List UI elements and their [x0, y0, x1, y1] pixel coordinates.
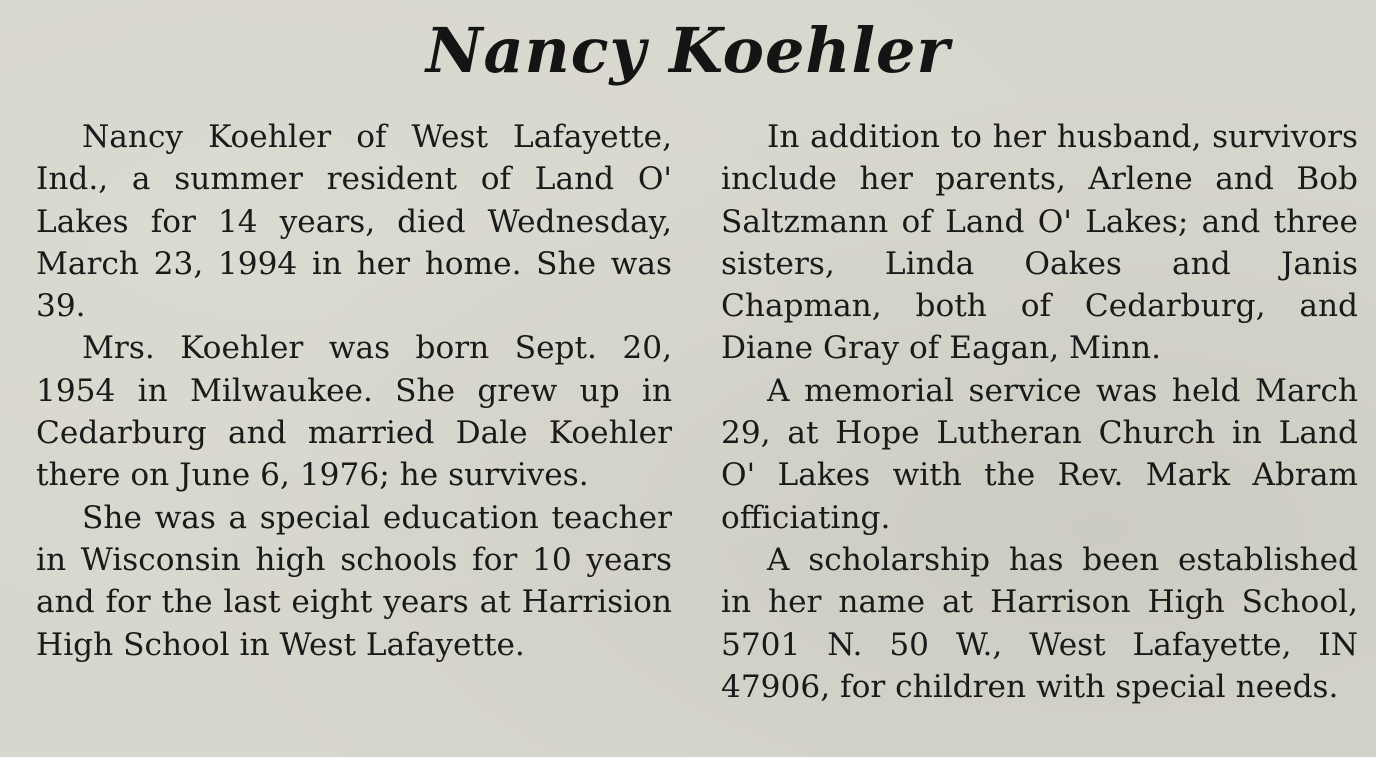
paragraph-memorial-service: A memorial service was held March 29, at Hope Lutheran Church in Land O' Lakes with the Rev. Mark Abram officiating.	[721, 372, 1358, 536]
paragraph-survivors: In addition to her husband, survivors include her parents, Arlene and Bob Saltzmann of Land O' Lakes; and three sisters, Linda Oakes and Janis Chapman, both of Cedarburg, and Diane Gray of Eagan, Minn.	[721, 119, 1358, 367]
right-column	[721, 116, 1358, 708]
left-column	[36, 116, 672, 666]
paragraph-career: She was a special education teacher in Wisconsin high schools for 10 years and for the last eight years at Harrision High School in West Lafayette.	[36, 499, 672, 663]
paragraph-birth-marriage: Mrs. Koehler was born Sept. 20, 1954 in Milwaukee. She grew up in Cedarburg and married Dale Koehler there on June 6, 1976; he survives.	[36, 330, 672, 494]
paragraph-scholarship: A scholarship has been established in her name at Harrison High School, 5701 N. 50 W., West Lafayette, IN 47906, for children with special needs.	[721, 541, 1358, 705]
paragraph-death-notice: Nancy Koehler of West Lafayette, Ind., a summer resident of Land O' Lakes for 14 years, died Wednesday, March 23, 1994 in her home. She was 39.	[36, 119, 672, 325]
obituary-headline: Nancy Koehler	[425, 14, 951, 87]
